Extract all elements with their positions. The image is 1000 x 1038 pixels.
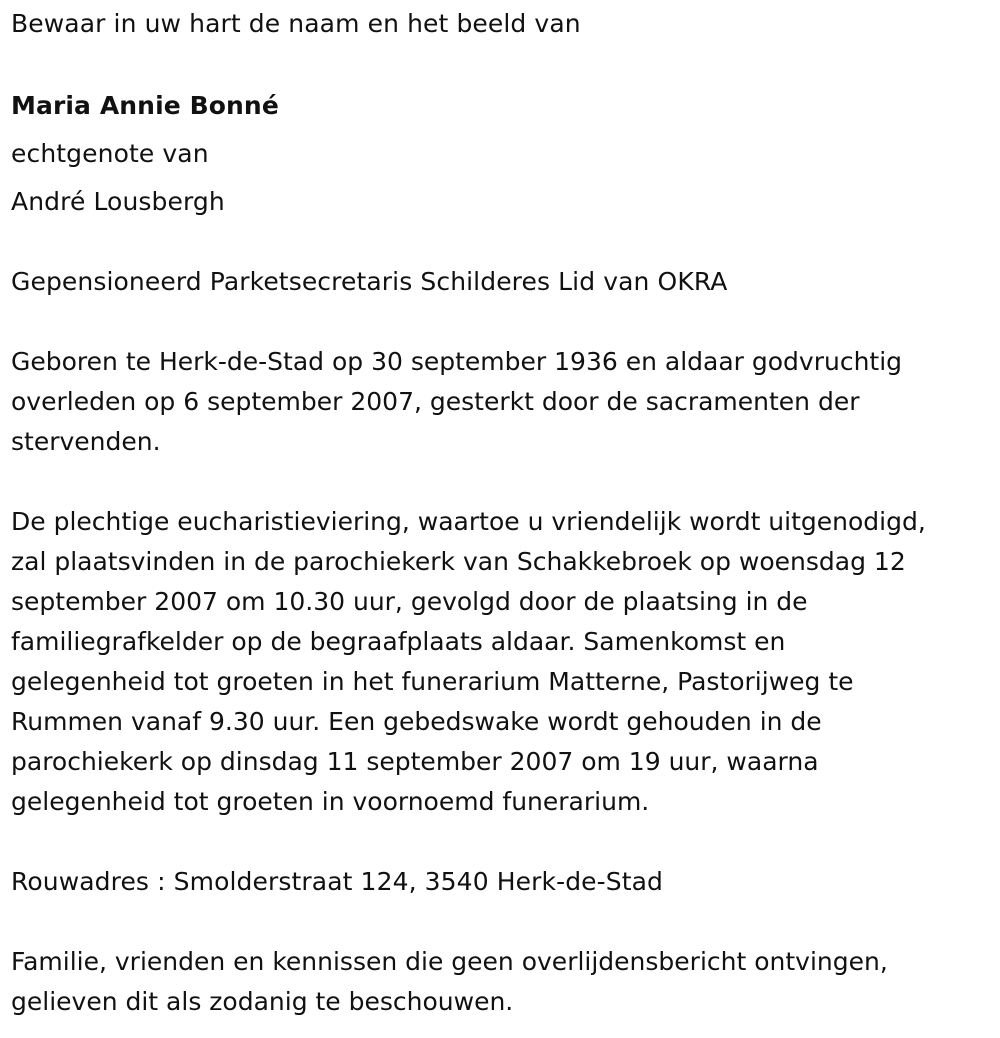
relation-text: echtgenote van [11,139,209,168]
paragraph-line: De plechtige eucharistieviering, waartoe u vriendelijk wordt uitgenodigd, [11,507,926,536]
intro-text: Bewaar in uw hart de naam en het beeld van [11,9,581,38]
paragraph-line: Rummen vanaf 9.30 uur. Een gebedswake wordt gehouden in de [11,707,822,736]
ceremony-paragraph [11,502,926,822]
mourning-address: Rouwadres : Smolderstraat 124, 3540 Herk-de-Stad [11,867,664,896]
paragraph-line: overleden op 6 september 2007, gesterkt door de sacramenten der [11,387,860,416]
closing-paragraph [11,942,888,1022]
paragraph-line: gelegenheid tot groeten in het funerarium Matterne, Pastorijweg te [11,667,854,696]
paragraph-line: zal plaatsvinden in de parochiekerk van Schakkebroek op woensdag 12 [11,547,906,576]
paragraph-line: september 2007 om 10.30 uur, gevolgd door de plaatsing in de [11,587,808,616]
paragraph-line: Familie, vrienden en kennissen die geen overlijdensbericht ontvingen, [11,947,888,976]
birth-death-paragraph [11,342,902,462]
spouse-name: André Lousbergh [11,187,225,216]
paragraph-line: gelieven dit als zodanig te beschouwen. [11,987,514,1016]
paragraph-line: Geboren te Herk-de-Stad op 30 september 1936 en aldaar godvruchtig [11,347,903,376]
paragraph-line: stervenden. [11,427,161,456]
paragraph-line: gelegenheid tot groeten in voornoemd funerarium. [11,787,650,816]
deceased-name: Maria Annie Bonné [11,91,279,120]
paragraph-line: parochiekerk op dinsdag 11 september 2007 om 19 uur, waarna [11,747,819,776]
occupation-text: Gepensioneerd Parketsecretaris Schilderes Lid van OKRA [11,267,728,296]
paragraph-line: familiegrafkelder op de begraafplaats aldaar. Samenkomst en [11,627,786,656]
